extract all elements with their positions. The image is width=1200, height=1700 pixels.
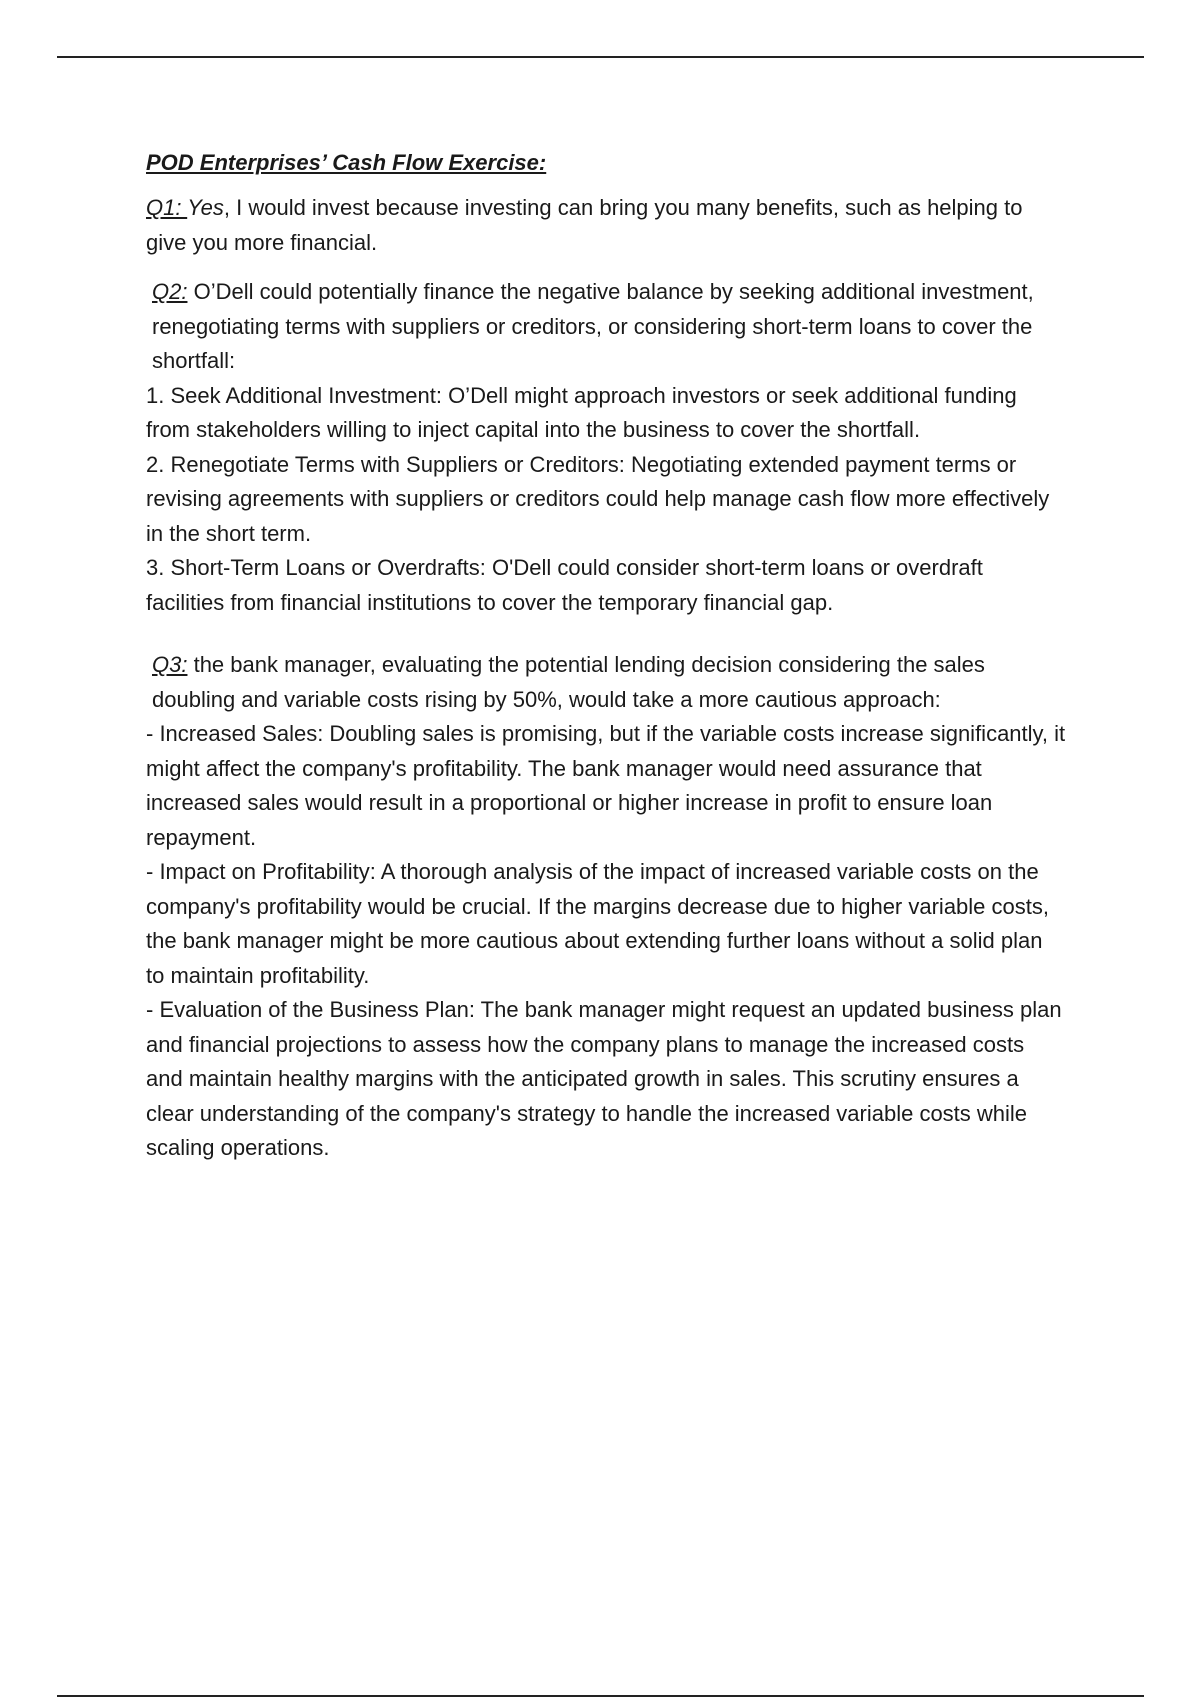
document-title: POD Enterprises’ Cash Flow Exercise:: [146, 150, 547, 175]
q3-paragraph: [146, 648, 1066, 717]
q2-item-1: 1. Seek Additional Investment: O’Dell might approach investors or seek additional funding from stakeholders willing to inject capital into the business to cover the shortfall.: [146, 382, 1017, 442]
q1-label: Q1:: [146, 195, 188, 220]
q1-paragraph: [146, 191, 1066, 260]
q2-item-3: 3. Short-Term Loans or Overdrafts: O'Dell could consider short-term loans or overdraft facilities from financial institutions to cover the temporary financial gap.: [146, 555, 983, 615]
q3-intro: the bank manager, evaluating the potential lending decision considering the sales doubling and variable costs rising by 50%, would take a more cautious approach:: [152, 652, 985, 712]
header-rule: [57, 56, 1144, 58]
q1-answer-word: Yes: [187, 195, 224, 220]
q3-item-impact-profitability: - Impact on Profitability: A thorough analysis of the impact of increased variable costs on the company's profitability would be crucial. If the margins decrease due to higher variable costs, the bank manager might be more cautious about extending further loans without a solid plan to maintain profitability.: [146, 859, 1049, 988]
q2-paragraph: [146, 275, 1066, 379]
q2-intro: O’Dell could potentially finance the negative balance by seeking additional investment, renegotiating terms with suppliers or creditors, or considering short-term loans to cover the shortfall:: [152, 279, 1034, 373]
q3-item-increased-sales: - Increased Sales: Doubling sales is promising, but if the variable costs increase significantly, it might affect the company's profitability. The bank manager would need assurance that increased sales would result in a proportional or higher increase in profit to ensure loan repayment.: [146, 721, 1066, 850]
q2-item-2: 2. Renegotiate Terms with Suppliers or Creditors: Negotiating extended payment terms or revising agreements with suppliers or creditors could help manage cash flow more effectively in the short term.: [146, 451, 1050, 546]
footer-rule: [57, 1695, 1144, 1697]
q3-item-business-plan: - Evaluation of the Business Plan: The bank manager might request an updated business plan and financial projections to assess how the company plans to manage the increased costs and maintain healthy margins with the anticipated growth in sales. This scrutiny ensures a clear understanding of the company's strategy to handle the increased variable costs while scaling operations.: [146, 997, 1062, 1160]
q2-label: Q2:: [152, 279, 188, 304]
document-body: [146, 145, 1066, 1166]
q1-text: , I would invest because investing can bring you many benefits, such as helping to give you more financial.: [146, 195, 1023, 255]
q3-label: Q3:: [152, 652, 188, 677]
